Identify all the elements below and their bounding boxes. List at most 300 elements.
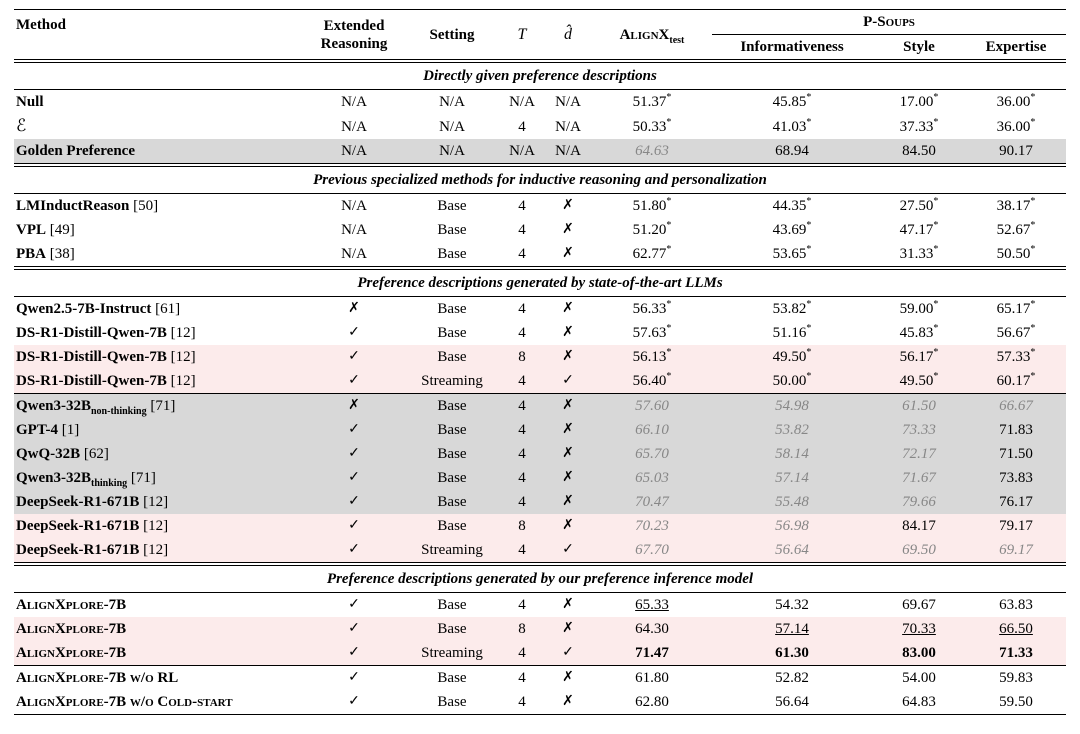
method-name: AlignXplore-7B bbox=[16, 621, 127, 637]
metric-value: 52.82 bbox=[775, 670, 809, 686]
informativeness-cell bbox=[712, 369, 872, 394]
setting-cell: Streaming bbox=[404, 369, 500, 394]
alignx-test-cell bbox=[592, 345, 712, 369]
citation-ref: [61] bbox=[151, 301, 181, 317]
significance-star: * bbox=[1030, 244, 1036, 255]
metric-value: 17.00 bbox=[899, 94, 934, 110]
citation-ref: [49] bbox=[46, 222, 75, 238]
citation-ref: [38] bbox=[46, 246, 75, 262]
t-cell: 4 bbox=[500, 466, 544, 490]
alignx-test-cell bbox=[592, 538, 712, 564]
d-hat-cell: ✗ bbox=[544, 514, 592, 538]
method-cell bbox=[14, 690, 304, 715]
metric-value: 56.64 bbox=[775, 694, 809, 710]
method-cell bbox=[14, 442, 304, 466]
section-title: Previous specialized methods for inductive reasoning and personalization bbox=[14, 165, 1066, 194]
t-cell: 4 bbox=[500, 490, 544, 514]
col-header-alignx-test bbox=[592, 10, 712, 62]
extended-reasoning-cell: N/A bbox=[341, 222, 367, 238]
metric-value: 51.37 bbox=[632, 94, 667, 110]
setting-cell: Base bbox=[404, 345, 500, 369]
informativeness-cell bbox=[712, 442, 872, 466]
expertise-cell bbox=[966, 538, 1066, 564]
alignx-label: AlignX bbox=[619, 26, 670, 43]
significance-star: * bbox=[933, 371, 939, 382]
method-cell bbox=[14, 242, 304, 268]
significance-star: * bbox=[1030, 220, 1036, 231]
metric-value: 64.83 bbox=[902, 694, 936, 710]
method-name: QwQ-32B bbox=[16, 446, 81, 462]
metric-value: 61.80 bbox=[635, 670, 669, 686]
extended-reasoning-cell: N/A bbox=[341, 246, 367, 262]
metric-value: 56.40 bbox=[632, 373, 667, 389]
col-header-psoups bbox=[712, 10, 1066, 35]
expertise-cell bbox=[966, 593, 1066, 618]
d-hat-cell: ✗ bbox=[544, 690, 592, 715]
metric-value: 71.33 bbox=[999, 645, 1033, 661]
table-row bbox=[14, 394, 1066, 419]
style-cell bbox=[872, 297, 966, 322]
significance-star: * bbox=[666, 299, 672, 310]
metric-value: 65.17 bbox=[996, 301, 1031, 317]
metric-value: 57.60 bbox=[635, 398, 669, 414]
table-row bbox=[14, 297, 1066, 322]
alignx-test-cell bbox=[592, 617, 712, 641]
col-header-d-hat: d̂ bbox=[544, 10, 592, 62]
informativeness-cell bbox=[712, 114, 872, 139]
citation-ref: [12] bbox=[139, 494, 169, 510]
significance-star: * bbox=[1030, 371, 1036, 382]
style-cell bbox=[872, 345, 966, 369]
citation-ref: [1] bbox=[57, 422, 80, 438]
informativeness-cell bbox=[712, 641, 872, 666]
setting-cell: Base bbox=[404, 490, 500, 514]
col-header-expertise: Expertise bbox=[966, 35, 1066, 62]
citation-ref: [12] bbox=[166, 349, 196, 365]
alignx-test-cell bbox=[592, 114, 712, 139]
setting-cell: Base bbox=[437, 597, 467, 613]
table-row bbox=[14, 369, 1066, 394]
t-cell: 4 bbox=[500, 418, 544, 442]
metric-value: 63.83 bbox=[999, 597, 1033, 613]
metric-value: 44.35 bbox=[772, 198, 807, 214]
extended-reasoning-cell: ✓ bbox=[304, 617, 404, 641]
informativeness-cell bbox=[712, 218, 872, 242]
method-cell bbox=[14, 194, 304, 219]
table-row bbox=[14, 593, 1066, 618]
significance-star: * bbox=[1030, 196, 1036, 207]
method-cell bbox=[14, 218, 304, 242]
method-cell bbox=[14, 321, 304, 345]
significance-star: * bbox=[806, 347, 812, 358]
d-hat-cell: ✓ bbox=[544, 369, 592, 394]
style-cell bbox=[872, 442, 966, 466]
method-name: VPL bbox=[16, 222, 46, 238]
style-cell bbox=[872, 593, 966, 618]
col-header-style: Style bbox=[872, 35, 966, 62]
extended-reasoning-cell: ✓ bbox=[304, 641, 404, 666]
metric-value: 37.33 bbox=[899, 118, 934, 135]
significance-star: * bbox=[806, 323, 812, 334]
metric-value: 53.65 bbox=[772, 246, 807, 262]
t-cell: 4 bbox=[518, 222, 526, 238]
significance-star: * bbox=[933, 244, 939, 255]
setting-cell: Base bbox=[404, 394, 500, 419]
style-cell bbox=[872, 114, 966, 139]
method-subscript: non-thinking bbox=[91, 406, 147, 417]
setting-cell: Base bbox=[404, 617, 500, 641]
metric-value: 71.83 bbox=[999, 422, 1033, 438]
metric-value: 59.00 bbox=[899, 301, 934, 317]
significance-star: * bbox=[1030, 323, 1036, 334]
t-cell: 8 bbox=[500, 617, 544, 641]
metric-value: 66.10 bbox=[635, 422, 669, 438]
alignx-test-cell bbox=[592, 194, 712, 219]
informativeness-cell bbox=[712, 418, 872, 442]
metric-value: 70.33 bbox=[902, 621, 936, 637]
d-hat-cell: ✗ bbox=[562, 597, 574, 612]
metric-value: 56.17 bbox=[899, 349, 934, 365]
metric-value: 50.50 bbox=[996, 246, 1031, 262]
alignx-test-cell bbox=[592, 90, 712, 115]
style-cell bbox=[872, 666, 966, 691]
alignx-test-cell bbox=[592, 593, 712, 618]
expertise-cell bbox=[966, 617, 1066, 641]
style-cell bbox=[872, 218, 966, 242]
significance-star: * bbox=[806, 196, 812, 207]
method-cell bbox=[14, 538, 304, 564]
method-cell bbox=[14, 139, 304, 165]
informativeness-cell bbox=[712, 90, 872, 115]
setting-cell: N/A bbox=[439, 94, 465, 110]
setting-cell: Base bbox=[437, 301, 467, 317]
expertise-cell bbox=[966, 297, 1066, 322]
setting-cell: N/A bbox=[439, 118, 465, 135]
metric-value: 57.63 bbox=[632, 325, 667, 341]
table-row bbox=[14, 242, 1066, 268]
method-cell bbox=[14, 345, 304, 369]
extended-reasoning-cell: N/A bbox=[341, 118, 367, 135]
d-hat-cell: N/A bbox=[544, 139, 592, 165]
informativeness-cell bbox=[712, 345, 872, 369]
informativeness-cell bbox=[712, 514, 872, 538]
alignx-test-cell bbox=[592, 242, 712, 268]
informativeness-cell bbox=[712, 593, 872, 618]
d-hat-cell: ✗ bbox=[562, 198, 574, 213]
metric-value: 36.00 bbox=[996, 118, 1031, 135]
metric-value: 65.03 bbox=[635, 470, 669, 486]
section-title: Preference descriptions generated by our preference inference model bbox=[14, 564, 1066, 593]
d-hat-cell: ✗ bbox=[544, 666, 592, 691]
informativeness-cell bbox=[712, 690, 872, 715]
citation-ref: [12] bbox=[166, 373, 196, 389]
informativeness-cell bbox=[712, 666, 872, 691]
significance-star: * bbox=[933, 220, 939, 231]
metric-value: 51.20 bbox=[632, 222, 667, 238]
extended-reasoning-cell: ✓ bbox=[304, 514, 404, 538]
metric-value: 79.66 bbox=[902, 494, 936, 510]
metric-value: 52.67 bbox=[996, 222, 1031, 238]
method-name: GPT-4 bbox=[16, 422, 58, 438]
section-header-row bbox=[14, 268, 1066, 297]
extended-reasoning-cell: ✓ bbox=[304, 690, 404, 715]
setting-cell: Base bbox=[404, 466, 500, 490]
extended-reasoning-cell: ✗ bbox=[304, 394, 404, 419]
metric-value: 72.17 bbox=[902, 446, 936, 462]
d-hat-cell: ✗ bbox=[544, 466, 592, 490]
significance-star: * bbox=[806, 92, 812, 103]
method-name: LMInductReason bbox=[16, 198, 130, 214]
method-name: DS-R1-Distill-Qwen-7B bbox=[16, 349, 167, 365]
method-cell bbox=[14, 466, 304, 490]
metric-value: 65.70 bbox=[635, 446, 669, 462]
expertise-cell bbox=[966, 442, 1066, 466]
method-name: AlignXplore-7B bbox=[16, 597, 127, 613]
significance-star: * bbox=[933, 323, 939, 334]
style-cell bbox=[872, 321, 966, 345]
d-hat-cell: ✓ bbox=[544, 538, 592, 564]
metric-value: 54.98 bbox=[775, 398, 809, 414]
d-hat-cell: ✗ bbox=[544, 617, 592, 641]
t-cell: 4 bbox=[518, 118, 526, 135]
expertise-cell bbox=[966, 666, 1066, 691]
metric-value: 71.50 bbox=[999, 446, 1033, 462]
table-row bbox=[14, 641, 1066, 666]
significance-star: * bbox=[806, 244, 812, 255]
d-hat-cell: ✗ bbox=[544, 394, 592, 419]
significance-star: * bbox=[666, 92, 672, 103]
method-name: Null bbox=[16, 94, 44, 110]
style-cell bbox=[872, 90, 966, 115]
metric-value: 67.70 bbox=[635, 542, 669, 558]
metric-value: 59.83 bbox=[999, 670, 1033, 686]
d-hat-cell: ✗ bbox=[562, 246, 574, 261]
extended-reasoning-cell: ✓ bbox=[348, 597, 360, 612]
informativeness-cell bbox=[712, 194, 872, 219]
header-row-1 bbox=[14, 10, 1066, 35]
method-cell bbox=[14, 593, 304, 618]
significance-star: * bbox=[933, 196, 939, 207]
section-title: Directly given preference descriptions bbox=[14, 61, 1066, 90]
metric-value: 66.50 bbox=[999, 621, 1033, 637]
expertise-cell bbox=[966, 369, 1066, 394]
metric-value: 84.17 bbox=[902, 518, 936, 534]
table-row bbox=[14, 90, 1066, 115]
metric-value: 69.17 bbox=[999, 542, 1033, 558]
d-hat-cell: ✗ bbox=[544, 442, 592, 466]
significance-star: * bbox=[666, 323, 672, 334]
table-row bbox=[14, 666, 1066, 691]
method-cell bbox=[14, 666, 304, 691]
col-header-T: T bbox=[500, 10, 544, 62]
t-cell: 4 bbox=[500, 442, 544, 466]
setting-cell: Base bbox=[404, 690, 500, 715]
metric-value: 57.33 bbox=[996, 349, 1031, 365]
alignx-test-cell bbox=[592, 442, 712, 466]
metric-value: 68.94 bbox=[775, 143, 809, 159]
extended-reasoning-cell: ✓ bbox=[304, 369, 404, 394]
method-cell bbox=[14, 418, 304, 442]
metric-value: 41.03 bbox=[772, 118, 807, 135]
metric-value: 64.63 bbox=[635, 143, 669, 159]
table-row bbox=[14, 490, 1066, 514]
significance-star: * bbox=[1030, 299, 1036, 310]
expertise-cell bbox=[966, 321, 1066, 345]
section-header-row bbox=[14, 61, 1066, 90]
setting-cell: Base bbox=[437, 325, 467, 341]
metric-value: 62.80 bbox=[635, 694, 669, 710]
method-name: Qwen2.5-7B-Instruct bbox=[16, 301, 152, 317]
t-cell: 4 bbox=[500, 369, 544, 394]
t-cell: 4 bbox=[518, 301, 526, 317]
significance-star: * bbox=[666, 347, 672, 358]
method-cell bbox=[14, 490, 304, 514]
metric-value: 50.00 bbox=[772, 373, 807, 389]
results-table bbox=[14, 9, 1066, 715]
t-cell: 4 bbox=[500, 394, 544, 419]
table-row bbox=[14, 538, 1066, 564]
extended-reasoning-cell: ✓ bbox=[304, 538, 404, 564]
setting-cell: Base bbox=[437, 198, 467, 214]
t-cell: N/A bbox=[509, 94, 535, 110]
significance-star: * bbox=[933, 92, 939, 103]
metric-value: 56.13 bbox=[632, 349, 667, 365]
table-row bbox=[14, 321, 1066, 345]
significance-star: * bbox=[666, 244, 672, 255]
table-row bbox=[14, 139, 1066, 165]
setting-cell: N/A bbox=[404, 139, 500, 165]
table-row bbox=[14, 218, 1066, 242]
metric-value: 58.14 bbox=[775, 446, 809, 462]
style-cell bbox=[872, 466, 966, 490]
style-cell bbox=[872, 394, 966, 419]
metric-value: 51.80 bbox=[632, 198, 667, 214]
section-header-row bbox=[14, 564, 1066, 593]
style-cell bbox=[872, 617, 966, 641]
extended-reasoning-cell: N/A bbox=[304, 139, 404, 165]
citation-ref: [12] bbox=[139, 518, 169, 534]
extended-reasoning-cell: N/A bbox=[341, 198, 367, 214]
expertise-cell bbox=[966, 194, 1066, 219]
citation-ref: [71] bbox=[146, 398, 176, 414]
metric-value: 56.64 bbox=[775, 542, 809, 558]
metric-value: 84.50 bbox=[902, 143, 936, 159]
t-cell: 4 bbox=[518, 198, 526, 214]
metric-value: 61.30 bbox=[775, 645, 809, 661]
psoups-label: P-Soups bbox=[863, 14, 915, 30]
expertise-cell bbox=[966, 490, 1066, 514]
significance-star: * bbox=[666, 196, 672, 207]
t-cell: 4 bbox=[518, 246, 526, 262]
style-cell bbox=[872, 490, 966, 514]
section-title: Preference descriptions generated by state-of-the-art LLMs bbox=[14, 268, 1066, 297]
alignx-test-cell bbox=[592, 218, 712, 242]
t-cell: 4 bbox=[500, 641, 544, 666]
metric-value: 59.50 bbox=[999, 694, 1033, 710]
d-hat-cell: N/A bbox=[555, 94, 581, 110]
citation-ref: [62] bbox=[80, 446, 109, 462]
setting-cell: Base bbox=[437, 222, 467, 238]
metric-value: 27.50 bbox=[899, 198, 934, 214]
alignx-test-cell bbox=[592, 321, 712, 345]
style-cell bbox=[872, 641, 966, 666]
informativeness-cell bbox=[712, 617, 872, 641]
setting-cell: Streaming bbox=[404, 538, 500, 564]
alignx-subscript: test bbox=[669, 34, 685, 46]
citation-ref: [12] bbox=[166, 325, 196, 341]
metric-value: 65.33 bbox=[635, 597, 669, 613]
metric-value: 31.33 bbox=[899, 246, 934, 262]
informativeness-cell bbox=[712, 394, 872, 419]
metric-value: 70.23 bbox=[635, 518, 669, 534]
style-cell bbox=[872, 139, 966, 165]
alignx-test-cell bbox=[592, 514, 712, 538]
t-cell: 8 bbox=[500, 345, 544, 369]
metric-value: 62.77 bbox=[632, 246, 667, 262]
extended-reasoning-cell: ✓ bbox=[304, 442, 404, 466]
metric-value: 49.50 bbox=[899, 373, 934, 389]
method-cell bbox=[14, 617, 304, 641]
table-row bbox=[14, 345, 1066, 369]
metric-value: 76.17 bbox=[999, 494, 1033, 510]
t-cell: 4 bbox=[500, 538, 544, 564]
extended-reasoning-cell: ✓ bbox=[304, 345, 404, 369]
setting-cell: Base bbox=[404, 442, 500, 466]
alignx-test-cell bbox=[592, 666, 712, 691]
significance-star: * bbox=[666, 116, 672, 128]
significance-star: * bbox=[806, 371, 812, 382]
metric-value: 71.47 bbox=[635, 645, 669, 661]
metric-value: 83.00 bbox=[902, 645, 936, 661]
significance-star: * bbox=[1030, 116, 1036, 128]
metric-value: 71.67 bbox=[902, 470, 936, 486]
d-hat-cell: ✓ bbox=[544, 641, 592, 666]
significance-star: * bbox=[1030, 92, 1036, 103]
metric-value: 69.50 bbox=[902, 542, 936, 558]
alignx-test-cell bbox=[592, 394, 712, 419]
metric-value: 64.30 bbox=[635, 621, 669, 637]
metric-value: 57.14 bbox=[775, 621, 809, 637]
metric-value: 57.14 bbox=[775, 470, 809, 486]
metric-value: 50.33 bbox=[632, 118, 667, 135]
col-header-method: Method bbox=[14, 10, 304, 62]
table-row bbox=[14, 617, 1066, 641]
alignx-test-cell bbox=[592, 369, 712, 394]
style-cell bbox=[872, 690, 966, 715]
alignx-test-cell bbox=[592, 490, 712, 514]
style-cell bbox=[872, 418, 966, 442]
citation-ref: [50] bbox=[129, 198, 159, 214]
informativeness-cell bbox=[712, 538, 872, 564]
method-name: Golden Preference bbox=[16, 143, 135, 159]
method-cell bbox=[14, 514, 304, 538]
alignx-test-cell bbox=[592, 139, 712, 165]
col-header-extended-reasoning bbox=[304, 10, 404, 62]
metric-value: 70.47 bbox=[635, 494, 669, 510]
expertise-cell bbox=[966, 690, 1066, 715]
metric-value: 56.98 bbox=[775, 518, 809, 534]
method-cell bbox=[14, 369, 304, 394]
informativeness-cell bbox=[712, 139, 872, 165]
setting-cell: Base bbox=[404, 514, 500, 538]
expertise-cell bbox=[966, 345, 1066, 369]
method-name: DS-R1-Distill-Qwen-7B bbox=[16, 373, 167, 389]
col-header-setting: Setting bbox=[404, 10, 500, 62]
t-cell: 8 bbox=[500, 514, 544, 538]
method-name: Qwen3-32B bbox=[16, 398, 91, 414]
style-cell bbox=[872, 194, 966, 219]
metric-value: 61.50 bbox=[902, 398, 936, 414]
